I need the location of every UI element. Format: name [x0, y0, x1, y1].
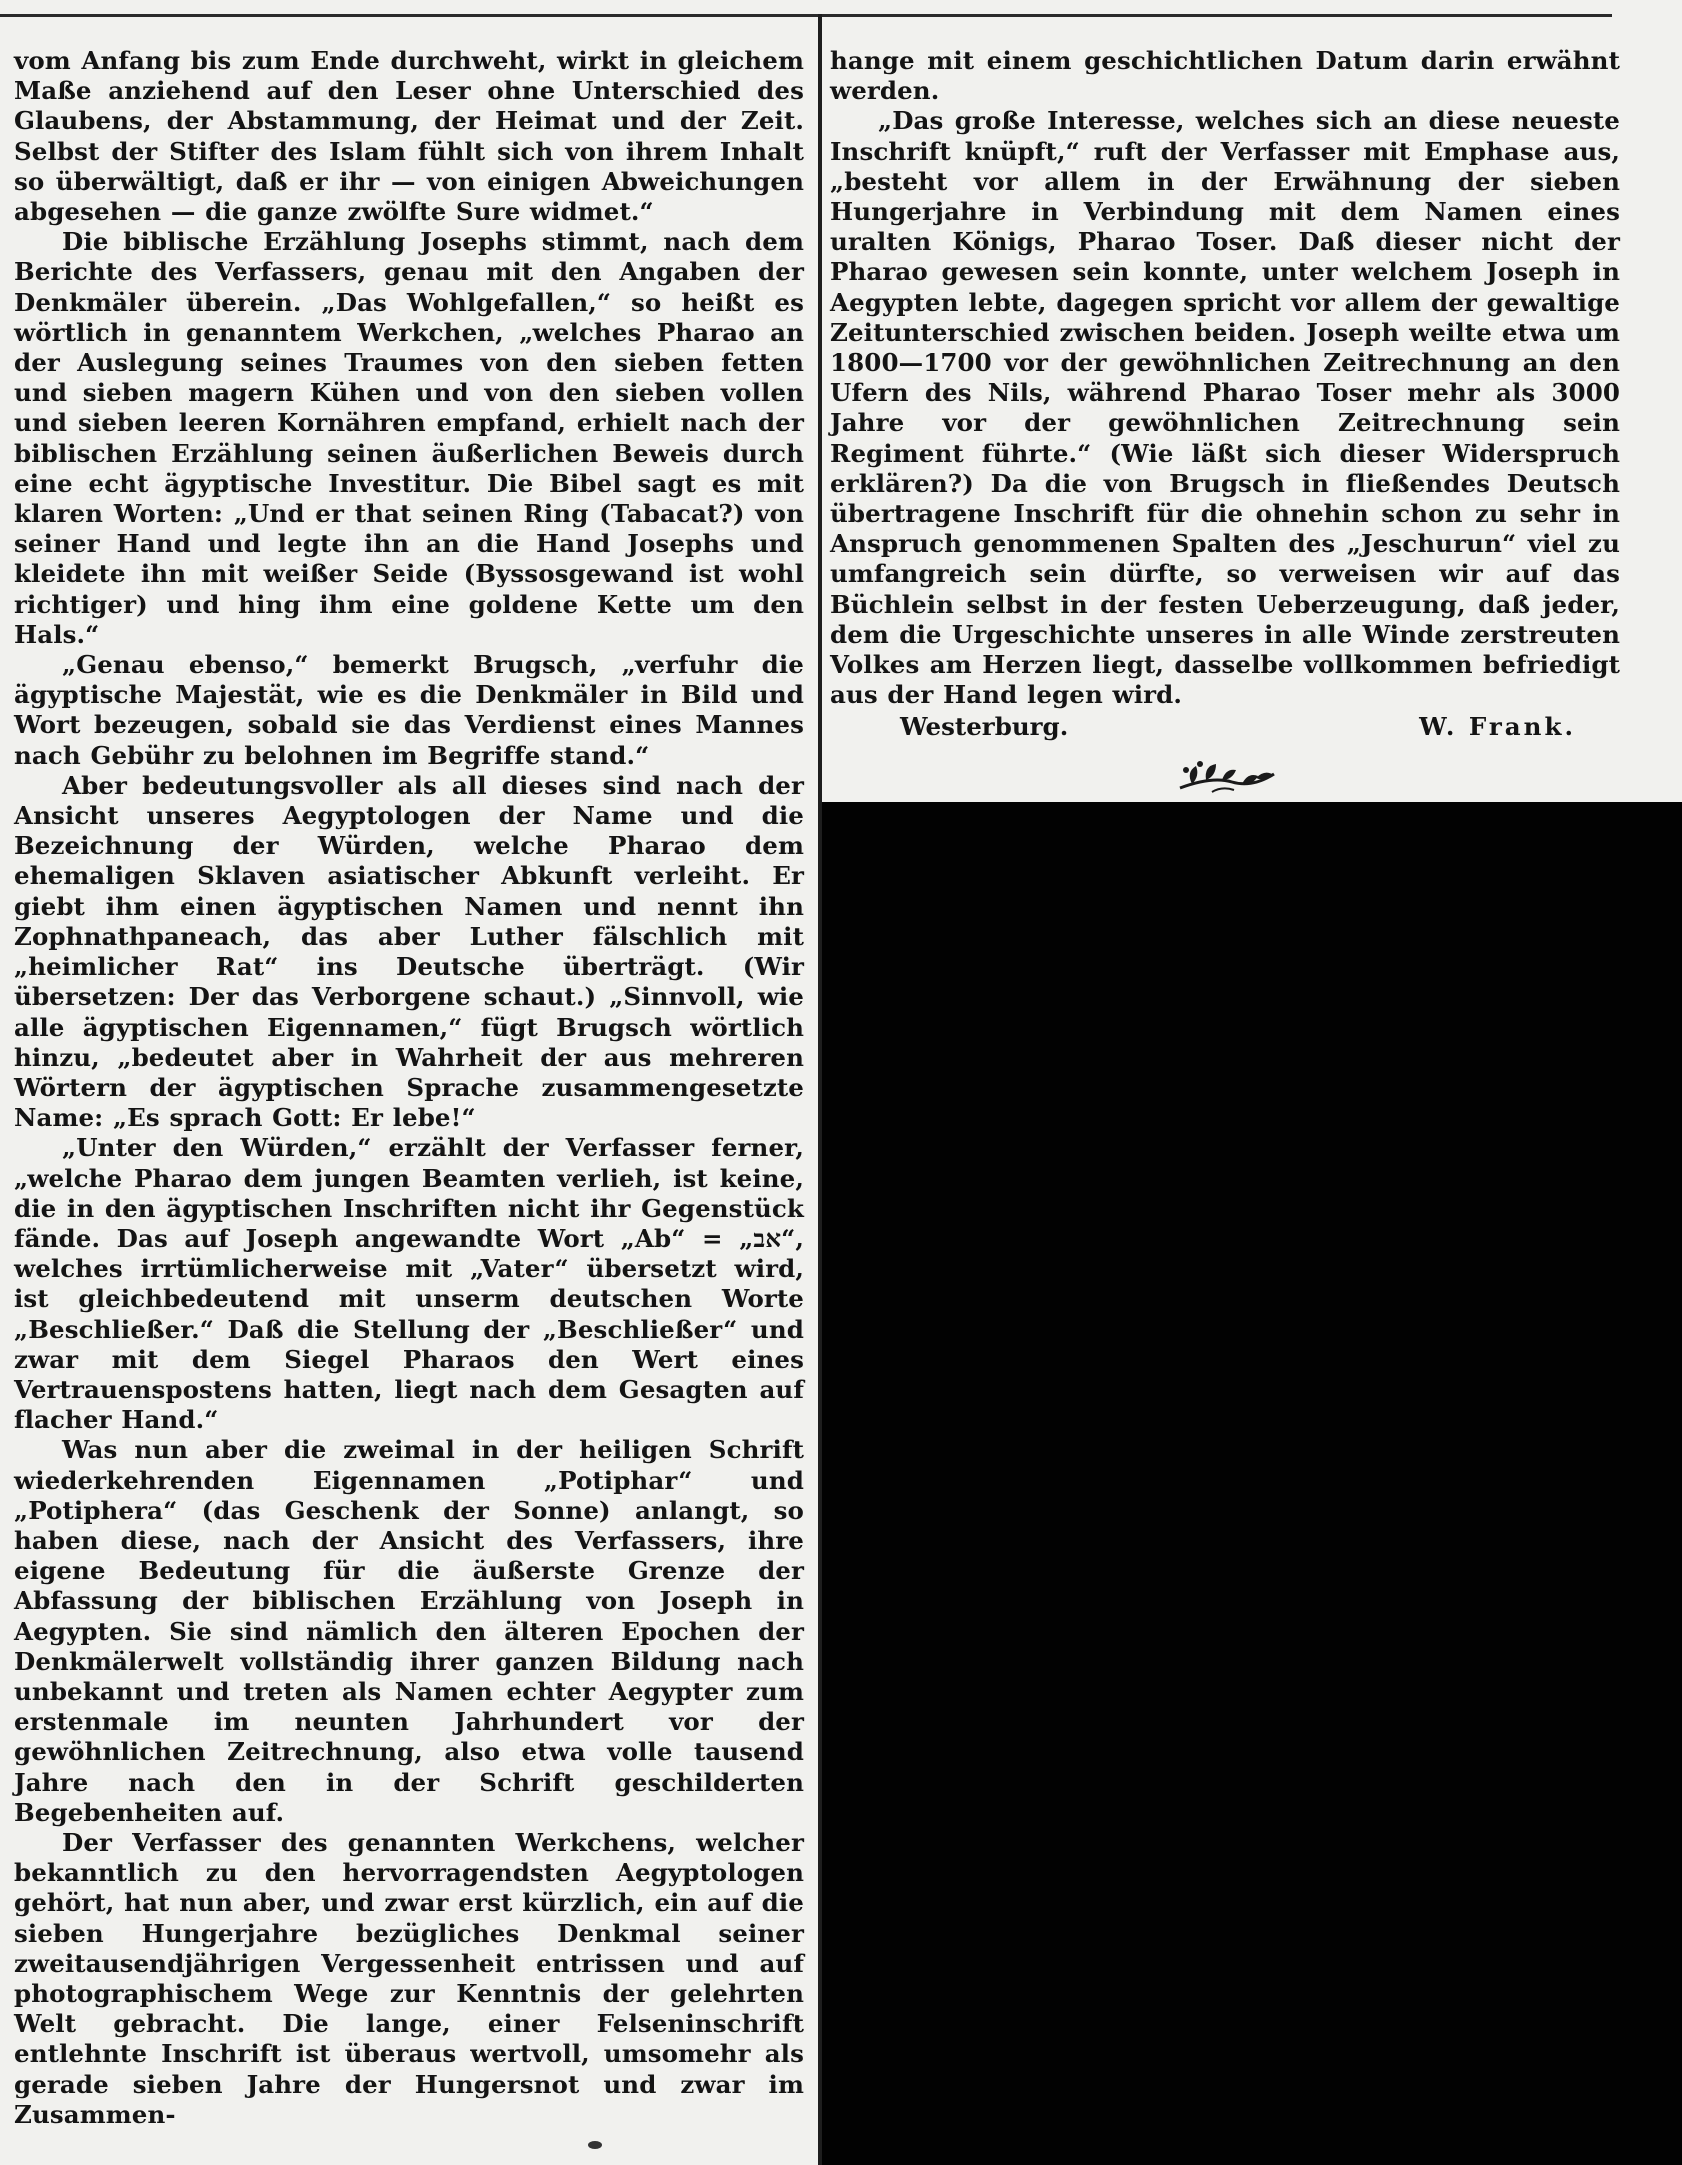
blacked-out-region: [822, 802, 1682, 2165]
signature-author: W. Frank.: [1419, 712, 1576, 742]
paragraph: Aber bedeutungsvoller als all dieses sind nach der Ansicht unseres Aegyptologen der Name und die Bezeichnung der Würden, welche Pharao dem ehemaligen Sklaven asiatischer Abkunft verleiht. Er giebt ihm einen ägyptischen Namen und nennt ihn Zophnathpaneach, das aber Luther fälschlich mit „heimlicher Rat“ ins Deutsche überträgt. (Wir übersetzen: Der das Verborgene schaut.) „Sinnvoll, wie alle ägyptischen Eigennamen,“ fügt Brugsch wörtlich hinzu, „bedeutet aber in Wahrheit der aus mehreren Wörtern der ägyptischen Sprache zusammengesetzte Name: „Es sprach Gott: Er lebe!“: [14, 770, 804, 1133]
paragraph-continuation: vom Anfang bis zum Ende durchweht, wirkt in gleichem Maße anziehend auf den Leser ohne Unterschied des Glaubens, der Abstammung, der Heimat und der Zeit. Selbst der Stifter des Islam fühlt sich von ihrem Inhalt so überwältigt, daß er ihr — von einigen Abweichungen abgesehen — die ganze zwölfte Sure widmet.“: [14, 46, 804, 227]
top-rule: [0, 14, 1612, 17]
paragraph: „Genau ebenso,“ bemerkt Brugsch, „verfuhr die ägyptische Majestät, wie es die Denkmäler in Bild und Wort bezeugen, sobald sie das Verdienst eines Mannes nach Gebühr zu belohnen im Begriffe stand.“: [14, 650, 804, 770]
paragraph: „Unter den Würden,“ erzählt der Verfasser ferner, „welche Pharao dem jungen Beamten verlieh, ist keine, die in den ägyptischen Inschriften nicht ihr Gegenstück fände. Das auf Joseph angewandte Wort „Ab“ = „אב“, welches irrtümlicherweise mit „Vater“ übersetzt wird, ist gleichbedeutend mit unserm deutschen Worte „Beschließer.“ Daß die Stellung der „Beschließer“ und zwar mit dem Siegel Pharaos den Wert eines Vertrauenspostens hatten, liegt nach dem Gesagten auf flacher Hand.“: [14, 1133, 804, 1435]
right-column: [830, 46, 1620, 743]
paragraph: Der Verfasser des genannten Werkchens, welcher bekanntlich zu den hervorragendsten Aegyptologen gehört, hat nun aber, und zwar erst kürzlich, ein auf die sieben Hungerjahre bezügliches Denkmal seiner zweitausendjährigen Vergessenheit entrissen und auf photographischem Wege zur Kenntnis der gelehrten Welt gebracht. Die lange, einer Felseninschrift entlehnte Inschrift ist überaus wertvoll, umsomehr als gerade sieben Jahre der Hungersnot und zwar im Zusammen-: [14, 1827, 804, 2129]
paragraph-continuation: hange mit einem geschichtlichen Datum darin erwähnt werden.: [830, 46, 1620, 106]
paragraph: Die biblische Erzählung Josephs stimmt, nach dem Berichte des Verfassers, genau mit den Angaben der Denkmäler überein. „Das Wohlgefallen,“ so heißt es wörtlich in genanntem Werkchen, „welches Pharao an der Auslegung seines Traumes von den sieben fetten und sieben magern Kühen und von den sieben vollen und sieben leeren Kornähren empfand, erhielt nach der biblischen Erzählung seinen äußerlichen Beweis durch eine echt ägyptische Investitur. Die Bibel sagt es mit klaren Worten: „Und er that seinen Ring (Tabacat?) von seiner Hand und legte ihn an die Hand Josephs und kleidete ihn mit weißer Seide (Byssosgewand ist wohl richtiger) und hing ihm eine goldene Kette um den Hals.“: [14, 227, 804, 649]
left-column: [14, 46, 804, 2130]
signature-line: [830, 712, 1620, 742]
signature-place: Westerburg.: [900, 712, 1069, 742]
floral-ornament-icon: [1172, 756, 1282, 796]
paragraph: „Das große Interesse, welches sich an diese neueste Inschrift knüpft,“ ruft der Verfasser mit Emphase aus, „besteht vor allem in der Erwähnung der sieben Hungerjahre in Verbindung mit dem Namen eines uralten Königs, Pharao Toser. Daß dieser nicht der Pharao gewesen sein konnte, unter welchem Joseph in Aegypten lebte, dagegen spricht vor allem der gewaltige Zeitunterschied zwischen beiden. Joseph weilte etwa um 1800—1700 vor der gewöhnlichen Zeitrechnung an den Ufern des Nils, während Pharao Toser mehr als 3000 Jahre vor der gewöhnlichen Zeitrechnung sein Regiment führte.“ (Wie läßt sich dieser Widerspruch erklären?) Da die von Brugsch in fließendes Deutsch übertragene Inschrift für die ohnehin schon zu sehr in Anspruch genommenen Spalten des „Jeschurun“ viel zu umfangreich sein dürfte, so verweisen wir auf das Büchlein selbst in der festen Ueberzeugung, daß jeder, dem die Urgeschichte unseres in alle Winde zerstreuten Volkes am Herzen liegt, dasselbe vollkommen befriedigt aus der Hand legen wird.: [830, 106, 1620, 710]
paragraph: Was nun aber die zweimal in der heiligen Schrift wiederkehrenden Eigennamen „Potiphar“ und „Potiphera“ (das Geschenk der Sonne) anlangt, so haben diese, nach der Ansicht des Verfassers, ihre eigene Bedeutung für die äußerste Grenze der Abfassung der biblischen Erzählung von Joseph in Aegypten. Sie sind nämlich den älteren Epochen der Denkmälerwelt vollständig ihrer ganzen Bildung nach unbekannt und treten als Namen echter Aegypter zum erstenmale im neunten Jahrhundert vor der gewöhnlichen Zeitrechnung, also etwa volle tausend Jahre nach den in der Schrift geschilderten Begebenheiten auf.: [14, 1435, 804, 1827]
ink-blot-icon: [586, 2140, 604, 2150]
